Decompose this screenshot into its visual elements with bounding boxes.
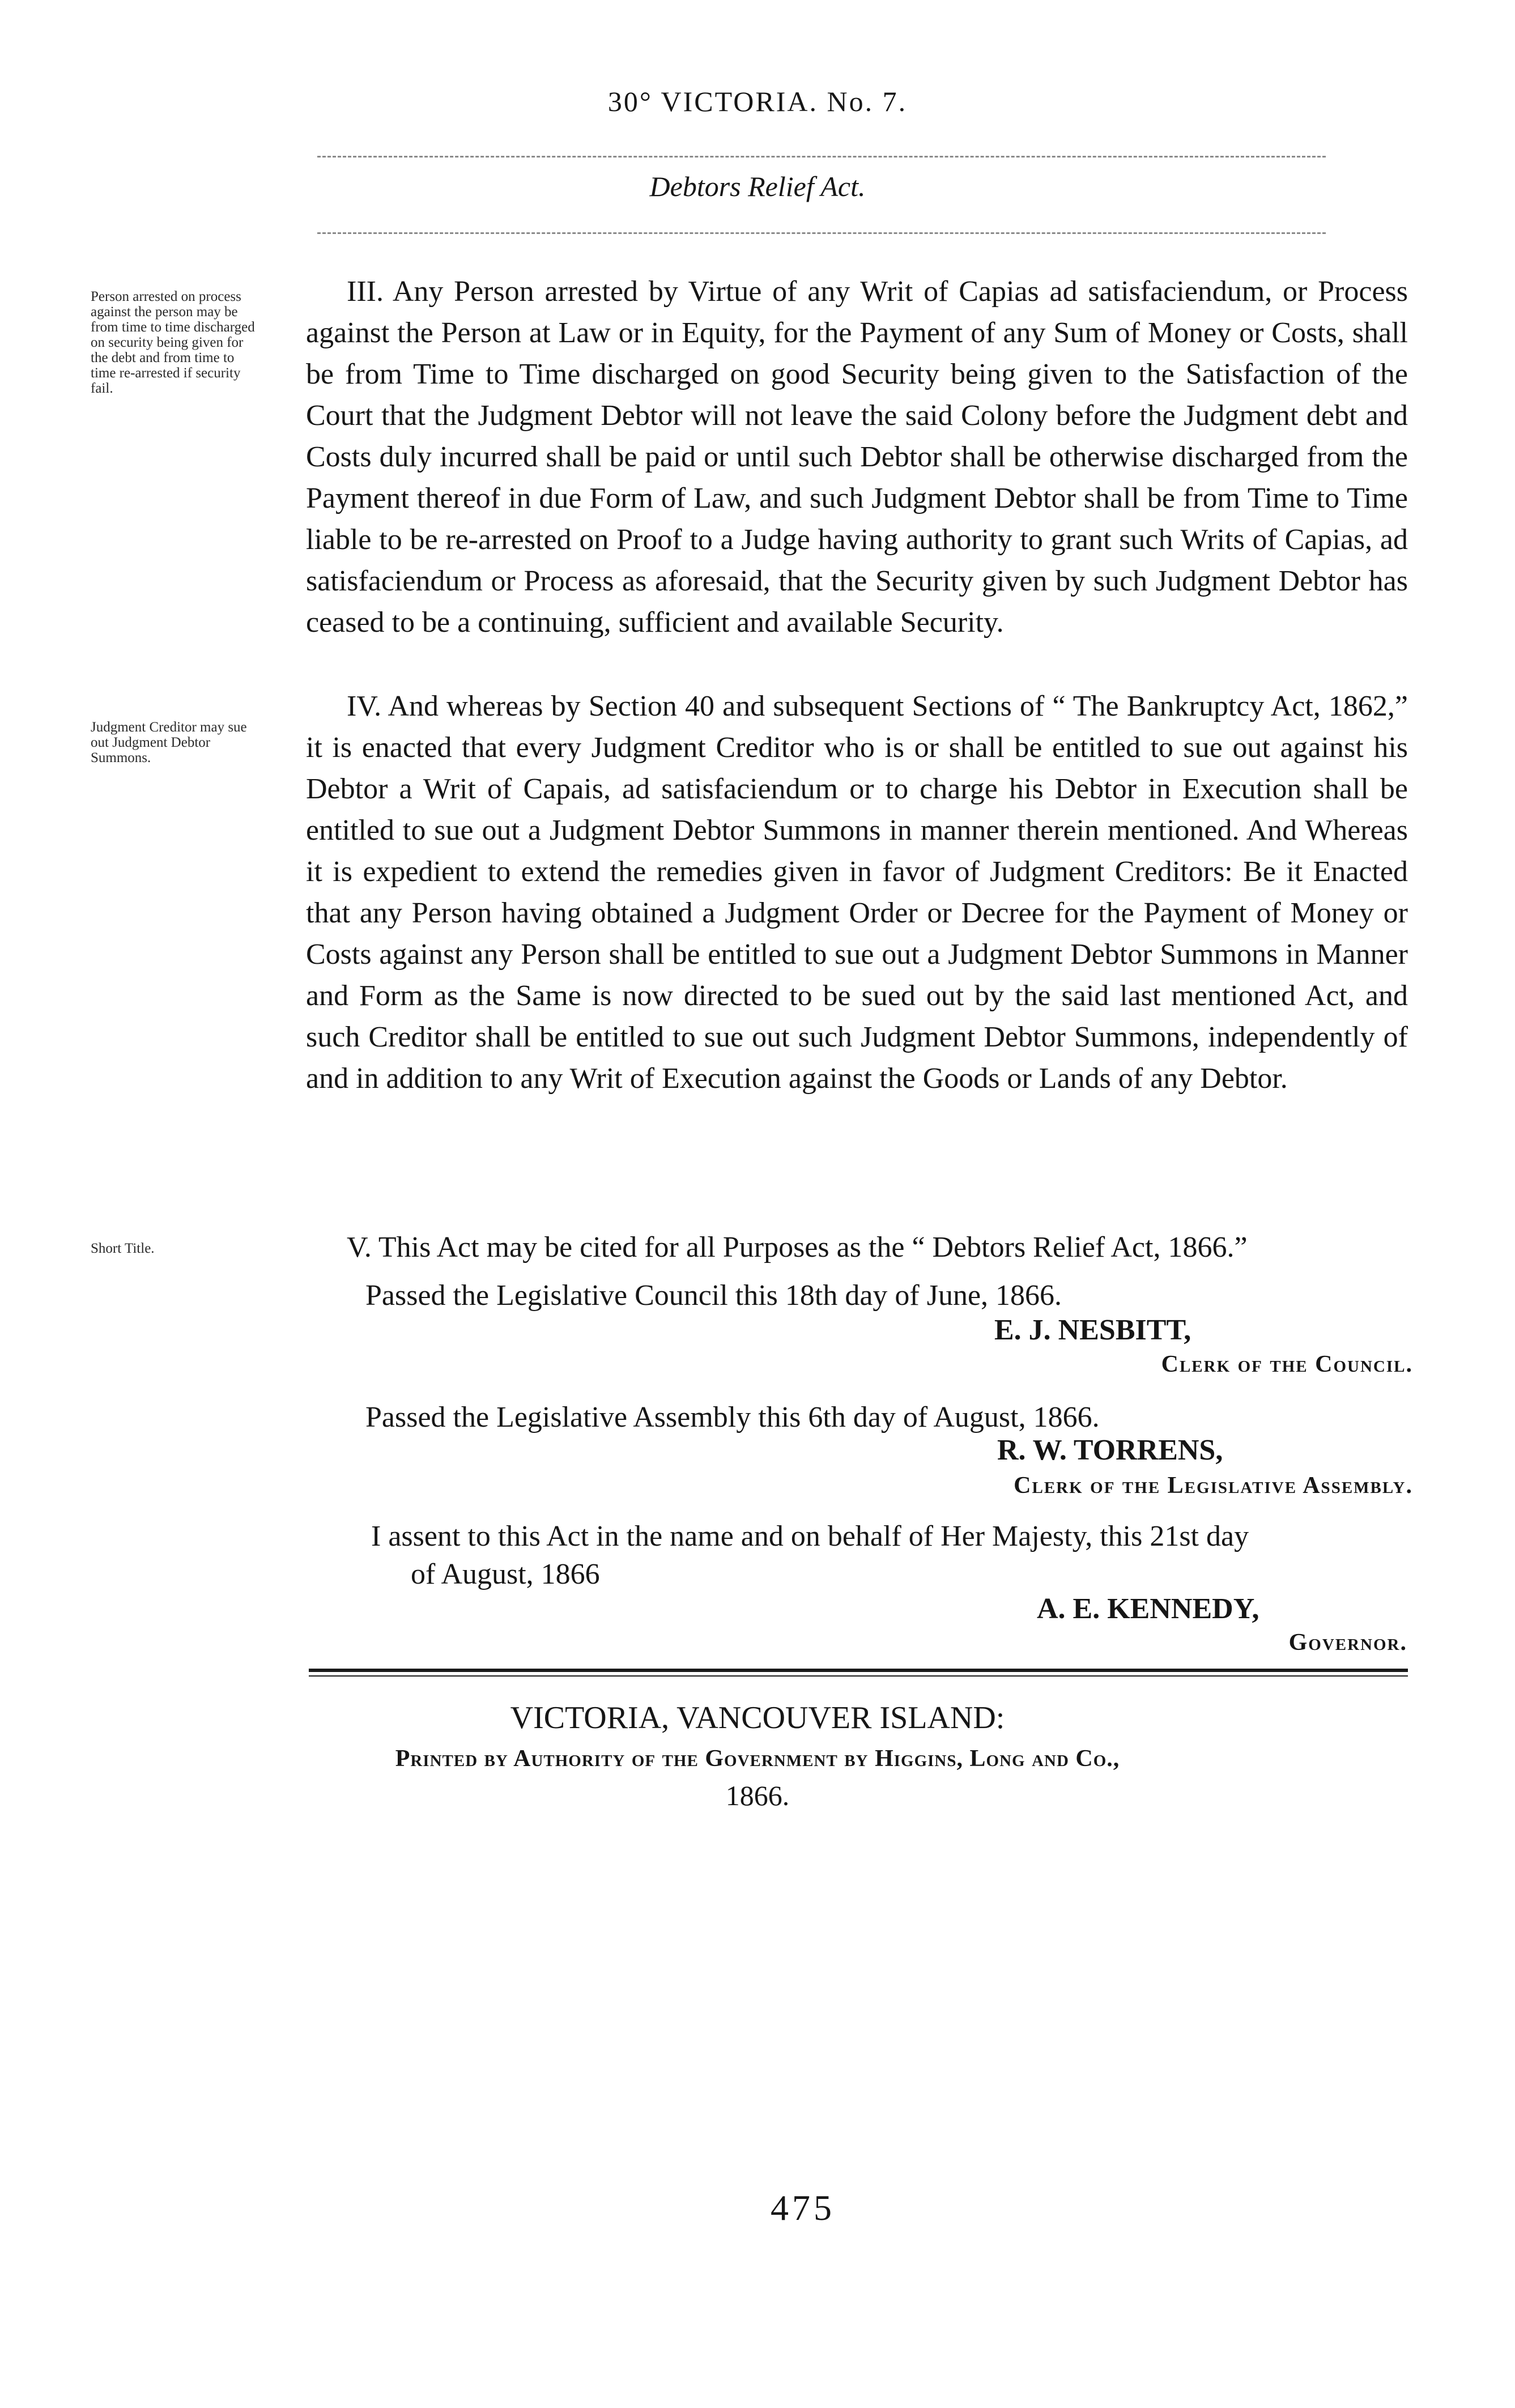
imprint-rule-thin [309,1675,1408,1677]
assent-text-line-1: I assent to this Act in the name and on behalf of Her Majesty, this 21st day [371,1520,1249,1552]
imprint-year: 1866. [725,1780,790,1811]
section-4-text: IV. And whereas by Section 40 and subsequent Sections of “ The Bankruptcy Act, 1862,” it is enacted that every Judgment Creditor who is or shall be entitled to sue out against his Debtor a Writ of Capais, ad satisfaciendum or to charge his Debtor in Execution shall be entitled to sue out a Judgment Debtor Summons in manner therein mentioned. And Whereas it is expedient to extend the remedies given in favor of Judgment Creditors: Be it Enacted that any Person having obtained a Judgment Order or Decree for the Payment of Money or Costs against any Person shall be entitled to sue out a Judgment Debtor Summons in Manner and Form as the Same is now directed to be sued out by the said last mentioned Act, and such Creditor shall be entitled to sue out such Judgment Debtor Summons, independently of and in addition to any Writ of Execution against the Goods or Lands of any Debtor. [306,690,1408,1095]
margin-note-section-5: Short Title. [91,1241,155,1256]
imprint-rule-thick [309,1669,1408,1672]
margin-note-section-3: Person arrested on process against the person may be from time to time discharged on security being given for the debt and from time to time re-arrested if security fail. [91,289,255,396]
section-5-text: V. This Act may be cited for all Purposes as the “ Debtors Relief Act, 1866.” [347,1231,1248,1263]
page-number: 475 [771,2188,835,2228]
act-title: Debtors Relief Act. [649,171,866,202]
governor-name: A. E. KENNEDY, [1037,1593,1259,1625]
council-passage-statement: Passed the Legislative Council this 18th day of June, 1866. [365,1279,1062,1312]
assembly-clerk-name: R. W. TORRENS, [997,1434,1223,1466]
council-clerk-title: Clerk of the Council. [1161,1351,1413,1377]
council-clerk-name: E. J. NESBITT, [994,1314,1191,1346]
governor-title: Governor. [1288,1630,1407,1656]
assembly-clerk-title: Clerk of the Legislative Assembly. [1014,1473,1413,1499]
margin-note-section-4: Judgment Creditor may sue out Judgment Debtor Summons. [91,720,247,765]
header-rule-top [317,156,1326,158]
assent-text-line-2: of August, 1866 [411,1558,600,1590]
section-3-text: III. Any Person arrested by Virtue of any Writ of Capias ad satisfaciendum, or Process against the Person at Law or in Equity, for the Payment of any Sum of Money or Costs, shall be from Time to Time discharged on good Security being given to the Satisfaction of the Court that the Judgment Debtor will not leave the said Colony before the Judgment debt and Costs duly incurred shall be paid or until such Debtor shall be otherwise discharged from the Payment thereof in due Form of Law, and such Judgment Debtor shall be from Time to Time liable to be re-arrested on Proof to a Judge having authority to grant such Writs of Capias, ad satisfaciendum or Process as aforesaid, that the Security given by such Judgment Debtor has ceased to be a continuing, sufficient and available Security. [306,275,1408,639]
imprint-printer: Printed by Authority of the Government by Higgins, Long and Co., [395,1746,1120,1772]
running-head: 30° VICTORIA. No. 7. [607,86,908,117]
header-rule-bottom [317,232,1326,234]
imprint-place: VICTORIA, VANCOUVER ISLAND: [510,1700,1005,1735]
assembly-passage-statement: Passed the Legislative Assembly this 6th day of August, 1866. [365,1401,1100,1433]
